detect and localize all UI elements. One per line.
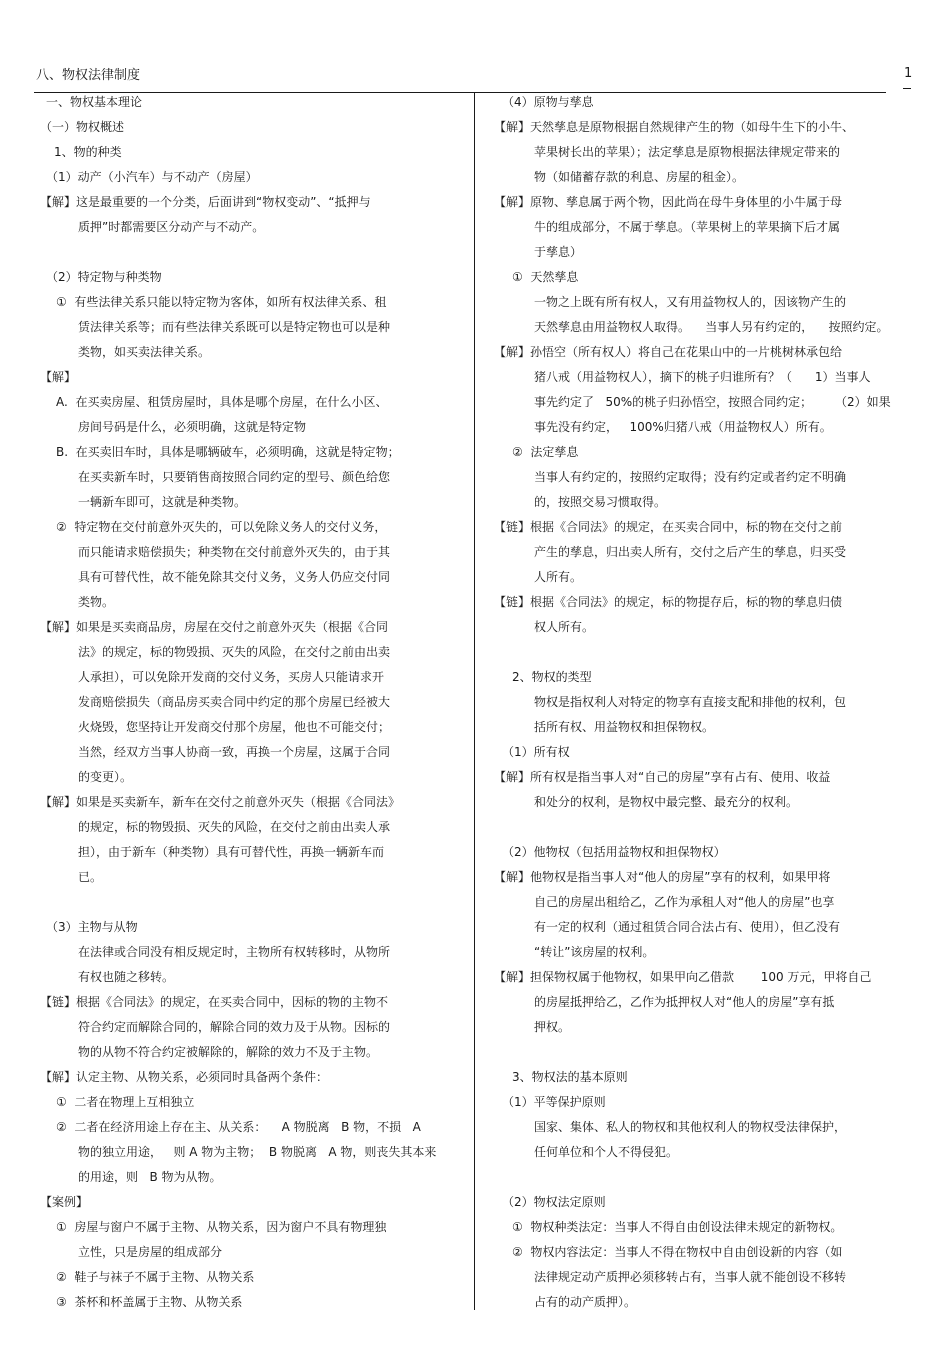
- text-line: 事先没有约定， 100%归猪八戒（用益物权人）所有。: [534, 420, 832, 434]
- text-line: 质押”时都需要区分动产与不动产。: [78, 220, 265, 234]
- blank-line: [494, 1040, 914, 1065]
- text-line: 【案例】: [40, 1195, 89, 1209]
- text-line: 在买卖新车时，只要销售商按照合同约定的型号、颜色给您: [78, 470, 391, 484]
- text-line: 有一定的权利（通过租赁合同合法占有、使用），但乙没有: [534, 920, 841, 934]
- text-line: 3、物权法的基本原则: [512, 1070, 628, 1084]
- text-line: 2、物权的类型: [512, 670, 592, 684]
- text-line: 法律规定动产质押必须移转占有，当事人就不能创设不移转: [534, 1270, 847, 1284]
- text-line: 括所有权、用益物权和担保物权。: [534, 720, 715, 734]
- text-line: 而只能请求赔偿损失；种类物在交付前意外灭失的，由于其: [78, 545, 391, 559]
- text-line: 【解】孙悟空（所有权人）将自己在花果山中的一片桃树林承包给: [494, 345, 843, 359]
- text-line: 符合约定而解除合同的，解除合同的效力及于从物。因标的: [78, 1020, 391, 1034]
- text-line: 和处分的权利，是物权中最完整、最充分的权利。: [534, 795, 799, 809]
- left-column: [34, 90, 470, 1315]
- page-number: 1: [904, 66, 913, 81]
- text-line: 【解】天然孳息是原物根据自然规律产生的物（如母牛生下的小牛、: [494, 120, 855, 134]
- text-line: （1）动产（小汽车）与不动产（房屋）: [46, 170, 258, 184]
- text-line: 产生的孳息，归出卖人所有，交付之后产生的孳息，归买受: [534, 545, 847, 559]
- text-line: 【解】如果是买卖商品房，房屋在交付之前意外灭失（根据《合同: [40, 620, 389, 634]
- text-line: 权人所有。: [534, 620, 595, 634]
- blank-line: [34, 240, 470, 265]
- text-line: 的变更）。: [78, 770, 133, 784]
- text-line: 【解】这是最重要的一个分类，后面讲到“物权变动”、“抵押与: [40, 195, 371, 209]
- text-line: 牛的组成部分，不属于孳息。（苹果树上的苹果摘下后才属: [534, 220, 841, 234]
- text-line: A. 在买卖房屋、租赁房屋时，具体是哪个房屋，在什么小区、: [56, 395, 388, 409]
- text-line: 法》的规定，标的物毁损、灭失的风险，在交付之前由出卖: [78, 645, 391, 659]
- text-line: （1）所有权: [502, 745, 570, 759]
- text-line: 【解】他物权是指当事人对“他人的房屋”享有的权利，如果甲将: [494, 870, 831, 884]
- text-line: 天然孳息由用益物权人取得。 当事人另有约定的， 按照约定。: [534, 320, 889, 334]
- text-line: （2）物权法定原则: [502, 1195, 606, 1209]
- text-line: B. 在买卖旧车时，具体是哪辆破车，必须明确，这就是特定物；: [56, 445, 400, 459]
- text-line: 房间号码是什么，必须明确，这就是特定物: [78, 420, 307, 434]
- text-line: 类物。: [78, 595, 115, 609]
- text-line: ① 有些法律关系只能以特定物为客体，如所有权法律关系、租: [56, 295, 387, 309]
- text-line: 【解】担保物权属于他物权，如果甲向乙借款 100 万元，甲将自己: [494, 970, 872, 984]
- text-line: 物的独立用途， 则 A 物为主物； B 物脱离 A 物，则丧失其本来: [78, 1145, 437, 1159]
- text-line: 任何单位和个人不得侵犯。: [534, 1145, 679, 1159]
- text-line: 【链】根据《合同法》的规定，标的物提存后，标的物的孳息归债: [494, 595, 843, 609]
- text-line: 猪八戒（用益物权人），摘下的桃子归谁所有？（ 1）当事人: [534, 370, 871, 384]
- text-line: 的规定，标的物毁损、灭失的风险，在交付之前由出卖人承: [78, 820, 391, 834]
- blank-line: [494, 640, 914, 665]
- text-line: 一物之上既有所有权人，又有用益物权人的，因该物产生的: [534, 295, 847, 309]
- text-line: 的用途，则 B 物为从物。: [78, 1170, 222, 1184]
- blank-line: [494, 1165, 914, 1190]
- text-line: 人所有。: [534, 570, 583, 584]
- text-line: 发商赔偿损失（商品房买卖合同中约定的那个房屋已经被大: [78, 695, 391, 709]
- blank-line: [34, 890, 470, 915]
- text-line: 类物，如买卖法律关系。: [78, 345, 211, 359]
- text-line: ② 特定物在交付前意外灭失的，可以免除义务人的交付义务，: [56, 520, 387, 534]
- text-line: （一）物权概述: [40, 120, 125, 134]
- text-line: （1）平等保护原则: [502, 1095, 606, 1109]
- text-line: 物的从物不符合约定被解除的，解除的效力不及于主物。: [78, 1045, 379, 1059]
- text-line: 具有可替代性，故不能免除其交付义务，义务人仍应交付同: [78, 570, 391, 584]
- text-line: ① 天然孳息: [512, 270, 579, 284]
- text-line: ① 房屋与窗户不属于主物、从物关系，因为窗户不具有物理独: [56, 1220, 387, 1234]
- text-line: ③ 茶杯和杯盖属于主物、从物关系: [56, 1295, 243, 1309]
- text-line: （4）原物与孳息: [502, 95, 594, 109]
- text-line: 【解】: [40, 370, 77, 384]
- text-line: “转让”该房屋的权利。: [534, 945, 655, 959]
- text-line: 人承担），可以免除开发商的交付义务，买房人只能请求开: [78, 670, 385, 684]
- text-line: ② 法定孳息: [512, 445, 579, 459]
- text-line: （2）特定物与种类物: [46, 270, 162, 284]
- text-line: 已。: [78, 870, 103, 884]
- text-line: 火烧毁，您坚持让开发商交付那个房屋，他也不可能交付；: [78, 720, 391, 734]
- text-line: 的，按照交易习惯取得。: [534, 495, 667, 509]
- column-divider: [474, 92, 475, 1310]
- document-header-title: 八、物权法律制度: [36, 68, 141, 83]
- right-column: [494, 90, 914, 1315]
- page-number-underline: [903, 88, 911, 89]
- text-line: 苹果树长出的苹果）；法定孳息是原物根据法律规定带来的: [534, 145, 841, 159]
- text-line: 一辆新车即可，这就是种类物。: [78, 495, 247, 509]
- text-line: 事先约定了 50%的桃子归孙悟空，按照合同约定； （2）如果: [534, 395, 891, 409]
- text-line: ② 鞋子与袜子不属于主物、从物关系: [56, 1270, 255, 1284]
- text-line: 的房屋抵押给乙，乙作为抵押权人对“他人的房屋”享有抵: [534, 995, 835, 1009]
- text-line: 在法律或合同没有相反规定时，主物所有权转移时，从物所: [78, 945, 391, 959]
- text-line: 【解】原物、孳息属于两个物，因此尚在母牛身体里的小牛属于母: [494, 195, 843, 209]
- text-line: 【解】所有权是指当事人对“自己的房屋”享有占有、使用、收益: [494, 770, 831, 784]
- text-line: 国家、集体、私人的物权和其他权利人的物权受法律保护，: [534, 1120, 847, 1134]
- text-line: 押权。: [534, 1020, 571, 1034]
- text-line: 当事人有约定的，按照约定取得；没有约定或者约定不明确: [534, 470, 847, 484]
- text-line: 1、物的种类: [54, 145, 122, 159]
- text-line: 【解】认定主物、从物关系，必须同时具备两个条件：: [40, 1070, 329, 1084]
- text-line: 担），由于新车（种类物）具有可替代性，再换一辆新车而: [78, 845, 385, 859]
- text-line: ② 物权内容法定：当事人不得在物权中自由创设新的内容（如: [512, 1245, 843, 1259]
- text-line: 于孳息）: [534, 245, 583, 259]
- blank-line: [494, 815, 914, 840]
- text-line: （3）主物与从物: [46, 920, 138, 934]
- text-line: 赁法律关系等；而有些法律关系既可以是特定物也可以是种: [78, 320, 391, 334]
- text-line: ① 二者在物理上互相独立: [56, 1095, 195, 1109]
- text-line: 【解】如果是买卖新车，新车在交付之前意外灭失（根据《合同法》: [40, 795, 401, 809]
- text-line: 自己的房屋出租给乙，乙作为承租人对“他人的房屋”也享: [534, 895, 835, 909]
- text-line: 物（如储蓄存款的利息、房屋的租金）。: [534, 170, 745, 184]
- text-line: 物权是指权利人对特定的物享有直接支配和排他的权利，包: [534, 695, 847, 709]
- text-line: ① 物权种类法定：当事人不得自由创设法律未规定的新物权。: [512, 1220, 843, 1234]
- text-line: ② 二者在经济用途上存在主、从关系： A 物脱离 B 物，不损 A: [56, 1120, 421, 1134]
- text-line: 当然，经双方当事人协商一致，再换一个房屋，这属于合同: [78, 745, 391, 759]
- text-line: 一、物权基本理论: [46, 95, 143, 109]
- text-line: 【链】根据《合同法》的规定，在买卖合同中，标的物在交付之前: [494, 520, 843, 534]
- text-line: 立性，只是房屋的组成部分: [78, 1245, 223, 1259]
- text-line: 占有的动产质押）。: [534, 1295, 637, 1309]
- text-line: 【链】根据《合同法》的规定，在买卖合同中，因标的物的主物不: [40, 995, 389, 1009]
- text-line: （2）他物权（包括用益物权和担保物权）: [502, 845, 726, 859]
- text-line: 有权也随之移转。: [78, 970, 175, 984]
